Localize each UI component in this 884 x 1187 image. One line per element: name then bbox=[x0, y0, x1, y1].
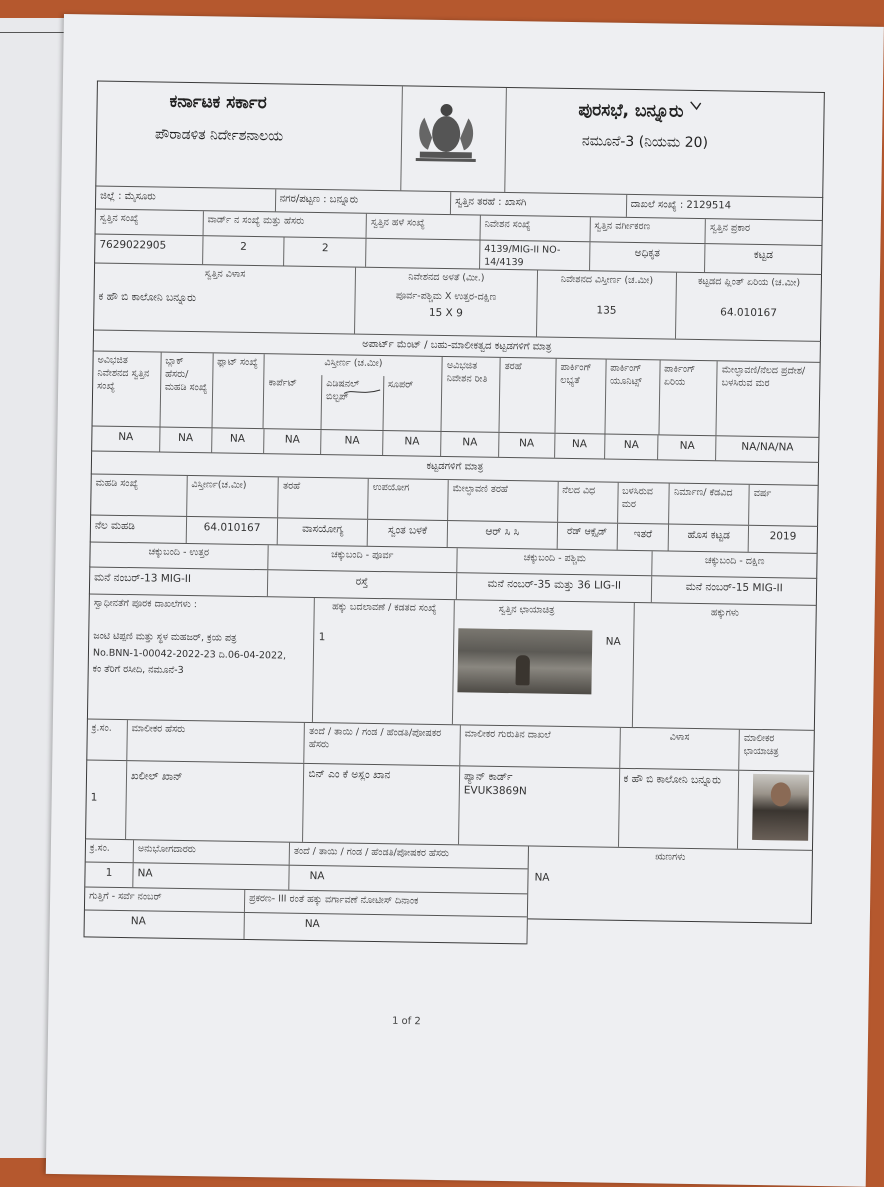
bld-h-area: ವಿಸ್ತೀರ್ಣ(ಚ.ಮೀ) bbox=[187, 476, 279, 517]
header-right bbox=[505, 88, 824, 197]
property-type: ಕಟ್ಟಡ bbox=[753, 248, 774, 262]
form-header bbox=[95, 81, 825, 198]
owner-h-serial: ಕ್ರ.ಸಂ. bbox=[87, 719, 128, 760]
property-no: 7629022905 bbox=[95, 235, 203, 265]
plinth-area-label: ಕಟ್ಟಡದ ಪ್ಲಿಂತ್ ಏರಿಯ (ಚ.ಮೀ) bbox=[697, 275, 801, 289]
apt-h-parking-units: ಪಾರ್ಕಿಂಗ್ ಯೂನಿಟ್ಸ್ bbox=[605, 360, 660, 435]
rights-label: ಹಕ್ಕುಗಳು bbox=[710, 607, 740, 619]
apt-v-category: NA bbox=[499, 433, 555, 458]
apt-v-roof-floor-wood: NA/NA/NA bbox=[741, 440, 794, 454]
plinth-area: 64.010167 bbox=[720, 306, 778, 320]
rights-value: NA bbox=[605, 635, 621, 648]
state-emblem-icon bbox=[406, 97, 487, 168]
apt-v-block: NA bbox=[160, 428, 212, 453]
owner-id-number: EVUK3869N bbox=[463, 784, 527, 798]
apt-v-flat: NA bbox=[212, 428, 264, 453]
apt-v-parking-units: NA bbox=[605, 435, 659, 460]
building-section-title: ಕಟ್ಟಡಗಳಿಗೆ ಮಾತ್ರ bbox=[426, 460, 484, 473]
property-category: ಸ್ವತ್ತಿನ ತರಹೆ : ಖಾಸಗಿ bbox=[451, 192, 627, 217]
boundary-h-south: ಚಕ್ಕುಬಂದಿ - ದಕ್ಷಿಣ bbox=[704, 555, 765, 568]
property-photo-cell bbox=[453, 600, 634, 727]
apt-v-additional: NA bbox=[321, 430, 383, 455]
bld-v-usage: ಸ್ವಂತ ಬಳಕೆ bbox=[368, 520, 448, 547]
boundary-h-west: ಚಕ್ಕುಬಂದಿ - ಪಶ್ಚಿಮ bbox=[457, 548, 653, 575]
occupant-table bbox=[83, 839, 528, 944]
bld-h-category: ತರಹೆ bbox=[279, 477, 369, 518]
document-line-2: No.BNN-1-00042-2022-23 ದಿ.06-04-2022, bbox=[92, 647, 287, 662]
apt-v-undivided-type: NA bbox=[441, 432, 499, 457]
label-site-no: ನಿವೇಶನ ಸಂಖ್ಯೆ bbox=[480, 216, 590, 242]
apt-h-undivided-type: ಅವಿಭಜಿತ ನಿವೇಶನ ರೀತಿ bbox=[442, 357, 501, 432]
apt-h-category: ತರಹೆ bbox=[500, 358, 557, 433]
document-line-3: ಕಂ ತೆರಿಗೆ ರಸೀದಿ, ನಮೂನೆ-3 bbox=[92, 663, 184, 677]
apt-v-super: NA bbox=[383, 431, 441, 456]
bld-v-area: 64.010167 bbox=[186, 517, 278, 544]
documents-label: ಸ್ವಾಧೀನತೆಗೆ ಪೂರಕ ದಾಖಲೆಗಳು : bbox=[93, 597, 198, 611]
bld-v-year: 2019 bbox=[769, 530, 797, 543]
old-property-no bbox=[366, 239, 480, 269]
owner-h-parent: ತಂದೆ / ತಾಯಿ / ಗಂಡ / ಹೆಂಡತಿ/ಪೋಷಕರ ಹೆಸರು bbox=[305, 723, 461, 765]
occ-name: NA bbox=[133, 863, 289, 889]
apt-v-parking-available: NA bbox=[555, 434, 605, 459]
apartment-section-title: ಅಪಾರ್ಟ್ ಮೆಂಟ್ / ಬಹು-ಮಾಲೀಕತ್ವದ ಕಟ್ಟಡಗಳಿಗೆ ಮಾತ್ರ bbox=[362, 338, 552, 353]
notice-label: ಪ್ರಕರಣ- III ರಂತೆ ಹಕ್ಕು ವರ್ಗಾವಣೆ ನೋಟೀಸ್ ದಿನಾಂಕ bbox=[249, 893, 419, 907]
municipality-title: ಪುರಸಭೆ, ಬನ್ನೂರು bbox=[578, 100, 684, 122]
owner-h-name: ಮಾಲೀಕರ ಹೆಸರು bbox=[127, 720, 305, 763]
ward-name: 2 bbox=[285, 237, 367, 266]
address-row bbox=[93, 264, 822, 342]
owner-h-address: ವಿಳಾಸ bbox=[620, 728, 740, 770]
owner-serial: 1 bbox=[86, 760, 127, 839]
transfer-cell bbox=[313, 598, 455, 724]
lease-value: NA bbox=[85, 910, 245, 939]
occ-h-encumbrance: ಋಣಗಳು bbox=[655, 851, 686, 863]
header-left bbox=[96, 82, 403, 191]
bld-v-floor: ನೆಲ ಮಹಡಿ bbox=[91, 515, 187, 543]
city: ನಗರ/ಪಟ್ಟಣ : ಬನ್ನೂರು bbox=[275, 189, 451, 214]
bld-v-roof: ಆರ್ ಸಿ ಸಿ bbox=[448, 521, 558, 549]
plinth-area-cell bbox=[676, 273, 821, 341]
boundary-west: ಮನೆ ನಂಬರ್-35 ಮತ್ತು 36 LIG-II bbox=[457, 573, 653, 602]
lease-label: ಗುತ್ತಿಗೆ - ಸರ್ವೆ ನಂಬರ್ bbox=[85, 887, 245, 912]
documents-cell bbox=[88, 594, 315, 722]
site-dim-direction: ಪೂರ್ವ-ಪಶ್ಚಿಮ X ಉತ್ತರ-ದಕ್ಷಿಣ bbox=[395, 290, 497, 303]
occupant-block bbox=[83, 839, 812, 948]
emblem-cell bbox=[401, 86, 506, 192]
boundary-h-east: ಚಕ್ಕುಬಂದಿ - ಪೂರ್ವ bbox=[268, 545, 458, 572]
site-no: 4139/MIG-II NO-14/4139 bbox=[480, 241, 590, 271]
owner-id-cell bbox=[459, 766, 620, 846]
boundary-h-north: ಚಕ್ಕುಬಂದಿ - ಉತ್ತರ bbox=[90, 542, 268, 569]
bld-h-year: ವರ್ಷ bbox=[753, 487, 772, 500]
label-classification: ಸ್ವತ್ತಿನ ವರ್ಗೀಕರಣ bbox=[590, 217, 706, 243]
page-number: 1 of 2 bbox=[391, 1015, 421, 1028]
occ-h-name: ಅನುಭೋಗದಾರರು bbox=[134, 840, 290, 864]
bld-h-floor: ಮಹಡಿ ಸಂಖ್ಯೆ bbox=[91, 474, 187, 515]
bld-v-category: ವಾಸಯೋಗ್ಯ bbox=[278, 518, 368, 545]
apt-h-additional: ಎಡಿಷನಲ್ ಬಿಲ್ಟಪ್ bbox=[322, 375, 384, 430]
owner-photo bbox=[752, 774, 809, 841]
owner-h-photo: ಮಾಲೀಕರ ಛಾಯಾಚಿತ್ರ bbox=[743, 732, 779, 758]
pen-scribble bbox=[342, 386, 382, 397]
apt-h-carpet: ಕಾರ್ಪೆಟ್ bbox=[264, 374, 323, 429]
directorate-title: ಪೌರಾಡಳಿತ ನಿರ್ದೇಶನಾಲಯ bbox=[154, 126, 284, 145]
apt-h-parking-area: ಪಾರ್ಕಿಂಗ್ ಏರಿಯ bbox=[659, 360, 718, 435]
site-area-cell bbox=[537, 270, 678, 338]
transfer-value: 1 bbox=[318, 630, 326, 643]
bld-v-wood: ಇತರೆ bbox=[617, 524, 669, 551]
property-photo-label: ಸ್ವತ್ತಿನ ಛಾಯಾಚಿತ್ರ bbox=[498, 603, 555, 616]
apt-h-super: ಸೂಪರ್ bbox=[387, 379, 414, 391]
apt-h-undivided-no: ಅವಿಭಜಿತ ನಿವೇಶನದ ಸ್ವತ್ತಿನ ಸಂಖ್ಯೆ bbox=[93, 352, 162, 427]
state-government-title: ಕರ್ನಾಟಕ ಸರ್ಕಾರ bbox=[169, 91, 267, 114]
address-label: ಸ್ವತ್ತಿನ ವಿಳಾಸ bbox=[204, 268, 246, 280]
bld-h-roof: ಮೇಲ್ಛಾವಣಿ ತರಹೆ bbox=[448, 480, 558, 522]
document-line-1: ಜಂಟಿ ಟಿಪ್ಪಣಿ ಮತ್ತು ಸ್ಥಳ ಮಹಜರ್, ಕ್ರಯ ಪತ್ರ bbox=[93, 630, 237, 644]
form-number: ನಮೂನೆ-3 (ನಿಯಮ 20) bbox=[581, 133, 709, 152]
property-photo bbox=[457, 628, 592, 694]
transfer-label: ಹಕ್ಕು ಬದಲಾವಣೆ / ಕಡತದ ಸಂಖ್ಯೆ bbox=[332, 601, 437, 614]
owner-photo-cell bbox=[738, 771, 813, 850]
apt-h-roof-floor-wood: ಮೇಲ್ಛಾವಣಿ/ನೆಲದ ಪ್ರದೇಶ/ಬಳಸಿರುವ ಮರ bbox=[721, 364, 806, 389]
label-type: ಸ್ವತ್ತಿನ ಪ್ರಕಾರ bbox=[709, 222, 751, 234]
occ-encumbrance: NA bbox=[534, 871, 550, 884]
documents-row bbox=[87, 594, 817, 730]
property-form bbox=[83, 81, 824, 949]
occ-h-parent: ತಂದೆ / ತಾಯಿ / ಗಂಡ / ಹೆಂಡತಿ/ಪೋಷಕರ ಹೆಸರು bbox=[293, 845, 450, 860]
district: ಜಿಲ್ಲೆ : ಮೈಸೂರು bbox=[96, 187, 276, 212]
occ-h-serial: ಕ್ರ.ಸಂ. bbox=[86, 839, 134, 862]
owner-h-id: ಮಾಲೀಕರ ಗುರುತಿನ ದಾಖಲೆ bbox=[460, 725, 620, 768]
owner-parent: ಬಿನ್ ಎಂ ಕೆ ಅಸ್ಲಂ ಖಾನ bbox=[303, 764, 460, 844]
record-number: ದಾಖಲೆ ಸಂಖ್ಯೆ : 2129514 bbox=[630, 198, 732, 212]
label-old-no: ಸ್ವತ್ತಿನ ಹಳೆ ಸಂಖ್ಯೆ bbox=[367, 214, 481, 240]
boundary-north: ಮನೆ ನಂಬರ್-13 MIG-II bbox=[90, 567, 268, 596]
bld-h-wood: ಬಳಸಿರುವ ಮರ bbox=[618, 483, 670, 524]
address-cell bbox=[94, 264, 356, 334]
bld-h-floor-type: ನೆಲದ ವಿಧ bbox=[558, 482, 618, 523]
occ-parent: NA bbox=[309, 869, 325, 883]
apt-v-carpet: NA bbox=[264, 429, 322, 454]
bld-h-construction: ನಿರ್ಮಾಣ/ ಕೆಡವಿದ bbox=[669, 484, 749, 525]
property-address: ಕ ಹೌ ಬಿ ಕಾಲೋನಿ ಬನ್ನೂರು bbox=[98, 290, 197, 304]
bld-v-construction: ಹೊಸ ಕಟ್ಟಡ bbox=[669, 525, 749, 552]
apt-v-parking-area: NA bbox=[659, 435, 717, 460]
owner-name: ಖಲೀಲ್ ಖಾನ್ bbox=[126, 761, 305, 842]
occ-serial: 1 bbox=[85, 862, 133, 887]
site-dim-label: ನಿವೇಶನದ ಅಳತೆ (ಮೀ.) bbox=[408, 271, 485, 284]
label-property-no: ಸ್ವತ್ತಿನ ಸಂಖ್ಯೆ bbox=[96, 210, 204, 236]
apt-h-flat: ಫ್ಲಾಟ್ ಸಂಖ್ಯೆ bbox=[212, 353, 265, 428]
bld-h-usage: ಉಪಯೋಗ bbox=[368, 479, 448, 520]
owner-values bbox=[85, 760, 814, 850]
rights-cell bbox=[605, 603, 815, 730]
label-ward: ವಾರ್ಡ್ ನ ಸಂಖ್ಯೆ ಮತ್ತು ಹೆಸರು bbox=[203, 211, 367, 238]
encumbrance-cell bbox=[528, 846, 813, 923]
apt-v-undivided-no: NA bbox=[92, 426, 160, 451]
owner-id-type: ಪ್ಯಾನ್ ಕಾರ್ಡ್ bbox=[463, 770, 513, 784]
apartment-headers bbox=[92, 351, 821, 437]
site-area: 135 bbox=[596, 304, 617, 317]
apt-h-block: ಬ್ಲಾಕ್ ಹೆಸರು/ ಮಹಡಿ ಸಂಖ್ಯೆ bbox=[160, 353, 213, 428]
classification: ಅಧಿಕೃತ bbox=[590, 242, 706, 272]
site-area-label: ನಿವೇಶನದ ವಿಸ್ತೀರ್ಣ (ಚ.ಮೀ) bbox=[560, 273, 654, 287]
owner-address: ಕ ಹೌ ಬಿ ಕಾಲೋನಿ ಬನ್ನೂರು bbox=[619, 769, 740, 849]
site-dimension-cell bbox=[355, 268, 538, 337]
boundary-east: ರಸ್ತೆ bbox=[267, 570, 457, 599]
boundary-south: ಮನೆ ನಂಬರ್-15 MIG-II bbox=[685, 580, 783, 595]
ward-no: 2 bbox=[203, 236, 285, 265]
apt-area-group-label: ವಿಸ್ತೀರ್ಣ (ಚ.ಮೀ) bbox=[324, 357, 383, 370]
notice-value: NA bbox=[304, 917, 320, 931]
bld-v-floor-type: ರೆಡ್ ಆಕ್ಸೈಡ್ bbox=[557, 523, 617, 550]
document-page bbox=[46, 14, 884, 1187]
apt-h-parking-available: ಪಾರ್ಕಿಂಗ್ ಲಭ್ಯತೆ bbox=[555, 359, 606, 434]
site-dimension: 15 X 9 bbox=[428, 306, 463, 319]
